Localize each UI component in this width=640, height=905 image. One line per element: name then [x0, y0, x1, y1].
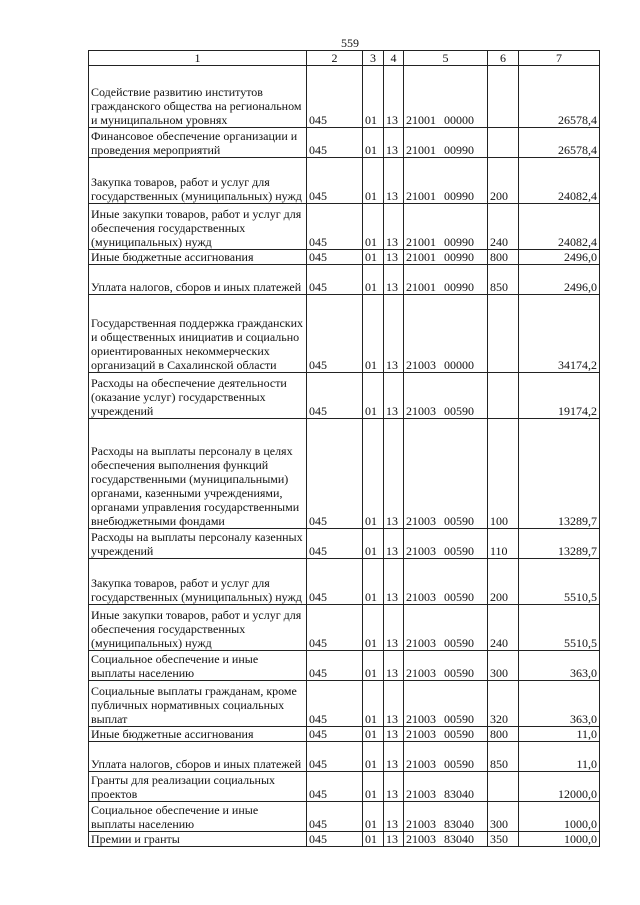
- row-ministry-code: 045: [307, 742, 363, 772]
- row-expense-type-code: 200: [488, 559, 519, 605]
- row-program-code: 21003: [406, 712, 436, 726]
- row-name: Социальное обеспечение и иные выплаты населению: [89, 651, 307, 681]
- row-target-article: [404, 605, 488, 651]
- row-expense-type-code: 240: [488, 605, 519, 651]
- row-name: Содействие развитию институтов гражданского общества на региональном и муниципальном уровнях: [89, 66, 307, 128]
- row-direction-code: 00000: [444, 358, 474, 372]
- row-subsection-code: 13: [384, 832, 404, 847]
- row-expense-type-code: 300: [488, 802, 519, 832]
- row-ministry-code: 045: [307, 605, 363, 651]
- row-name: Иные бюджетные ассигнования: [89, 250, 307, 265]
- row-target-article: [404, 295, 488, 373]
- row-program-code: 21003: [406, 544, 436, 558]
- row-section-code: 01: [363, 681, 384, 727]
- row-direction-code: 83040: [444, 817, 474, 831]
- row-program-code: 21003: [406, 358, 436, 372]
- row-target-article: [404, 204, 488, 250]
- column-header-subsection: 4: [384, 51, 404, 66]
- row-program-code: 21003: [406, 636, 436, 650]
- row-program-code: 21001: [406, 280, 436, 294]
- row-ministry-code: 045: [307, 66, 363, 128]
- row-section-code: 01: [363, 802, 384, 832]
- row-ministry-code: 045: [307, 772, 363, 802]
- row-amount: 2496,0: [519, 250, 600, 265]
- row-amount: 11,0: [519, 742, 600, 772]
- row-subsection-code: 13: [384, 66, 404, 128]
- row-ministry-code: 045: [307, 250, 363, 265]
- table-row: [89, 651, 600, 681]
- row-name: Закупка товаров, работ и услуг для государственных (муниципальных) нужд: [89, 559, 307, 605]
- table-row: [89, 742, 600, 772]
- row-program-code: 21003: [406, 666, 436, 680]
- row-amount: 34174,2: [519, 295, 600, 373]
- row-subsection-code: 13: [384, 158, 404, 204]
- table-row: [89, 250, 600, 265]
- table-row: [89, 158, 600, 204]
- row-name: Государственная поддержка гражданских и общественных инициатив и социально ориентированных некоммерческих организаций в Сахалинской области: [89, 295, 307, 373]
- row-direction-code: 00590: [444, 636, 474, 650]
- table-row: [89, 66, 600, 128]
- row-section-code: 01: [363, 265, 384, 295]
- row-expense-type-code: 100: [488, 419, 519, 529]
- table-row: [89, 295, 600, 373]
- row-program-code: 21001: [406, 250, 436, 264]
- row-program-code: 21003: [406, 832, 436, 846]
- row-expense-type-code: 320: [488, 681, 519, 727]
- page-number: 559: [341, 36, 359, 50]
- row-ministry-code: 045: [307, 204, 363, 250]
- row-subsection-code: 13: [384, 681, 404, 727]
- row-program-code: 21003: [406, 787, 436, 801]
- row-section-code: 01: [363, 419, 384, 529]
- row-program-code: 21003: [406, 590, 436, 604]
- row-ministry-code: 045: [307, 373, 363, 419]
- row-direction-code: 00990: [444, 235, 474, 249]
- row-section-code: 01: [363, 559, 384, 605]
- row-direction-code: 00990: [444, 280, 474, 294]
- row-name: Уплата налогов, сборов и иных платежей: [89, 742, 307, 772]
- row-ministry-code: 045: [307, 265, 363, 295]
- row-expense-type-code: 800: [488, 250, 519, 265]
- row-ministry-code: 045: [307, 559, 363, 605]
- row-amount: 26578,4: [519, 66, 600, 128]
- row-ministry-code: 045: [307, 158, 363, 204]
- row-program-code: 21003: [406, 514, 436, 528]
- row-ministry-code: 045: [307, 419, 363, 529]
- row-section-code: 01: [363, 66, 384, 128]
- row-ministry-code: 045: [307, 802, 363, 832]
- row-direction-code: 00990: [444, 189, 474, 203]
- row-amount: 1000,0: [519, 802, 600, 832]
- row-ministry-code: 045: [307, 128, 363, 158]
- row-name: Иные закупки товаров, работ и услуг для обеспечения государственных (муниципальных) нужд: [89, 204, 307, 250]
- row-target-article: [404, 651, 488, 681]
- row-program-code: 21003: [406, 817, 436, 831]
- budget-table: [88, 50, 600, 847]
- row-section-code: 01: [363, 529, 384, 559]
- row-expense-type-code: 850: [488, 265, 519, 295]
- row-ministry-code: 045: [307, 832, 363, 847]
- row-subsection-code: 13: [384, 529, 404, 559]
- row-expense-type-code: [488, 772, 519, 802]
- column-header-section: 3: [363, 51, 384, 66]
- table-row: [89, 419, 600, 529]
- header-row: [89, 51, 600, 66]
- row-target-article: [404, 373, 488, 419]
- row-expense-type-code: 350: [488, 832, 519, 847]
- row-subsection-code: 13: [384, 204, 404, 250]
- row-name: Закупка товаров, работ и услуг для государственных (муниципальных) нужд: [89, 158, 307, 204]
- row-section-code: 01: [363, 727, 384, 742]
- row-program-code: 21003: [406, 404, 436, 418]
- row-expense-type-code: 240: [488, 204, 519, 250]
- row-amount: 5510,5: [519, 605, 600, 651]
- row-section-code: 01: [363, 373, 384, 419]
- row-expense-type-code: [488, 66, 519, 128]
- row-ministry-code: 045: [307, 651, 363, 681]
- table-row: [89, 373, 600, 419]
- row-target-article: [404, 742, 488, 772]
- row-expense-type-code: 850: [488, 742, 519, 772]
- row-amount: 26578,4: [519, 128, 600, 158]
- row-ministry-code: 045: [307, 681, 363, 727]
- row-target-article: [404, 66, 488, 128]
- row-subsection-code: 13: [384, 742, 404, 772]
- row-direction-code: 00590: [444, 404, 474, 418]
- column-header-target-article: 5: [404, 51, 488, 66]
- table-row: [89, 265, 600, 295]
- row-subsection-code: 13: [384, 419, 404, 529]
- row-subsection-code: 13: [384, 250, 404, 265]
- row-direction-code: 00590: [444, 666, 474, 680]
- row-direction-code: 00990: [444, 143, 474, 157]
- row-amount: 24082,4: [519, 158, 600, 204]
- row-amount: 363,0: [519, 651, 600, 681]
- row-direction-code: 00590: [444, 590, 474, 604]
- row-section-code: 01: [363, 250, 384, 265]
- row-direction-code: 00990: [444, 250, 474, 264]
- row-amount: 2496,0: [519, 265, 600, 295]
- row-amount: 11,0: [519, 727, 600, 742]
- row-program-code: 21003: [406, 727, 436, 741]
- row-target-article: [404, 802, 488, 832]
- row-section-code: 01: [363, 742, 384, 772]
- row-amount: 363,0: [519, 681, 600, 727]
- row-section-code: 01: [363, 605, 384, 651]
- row-direction-code: 83040: [444, 787, 474, 801]
- row-direction-code: 00590: [444, 544, 474, 558]
- row-amount: 5510,5: [519, 559, 600, 605]
- row-name: Социальные выплаты гражданам, кроме публичных нормативных социальных выплат: [89, 681, 307, 727]
- row-name: Уплата налогов, сборов и иных платежей: [89, 265, 307, 295]
- row-name: Иные бюджетные ассигнования: [89, 727, 307, 742]
- row-target-article: [404, 419, 488, 529]
- row-target-article: [404, 265, 488, 295]
- row-section-code: 01: [363, 204, 384, 250]
- row-name: Финансовое обеспечение организации и проведения мероприятий: [89, 128, 307, 158]
- row-subsection-code: 13: [384, 727, 404, 742]
- row-expense-type-code: [488, 128, 519, 158]
- row-target-article: [404, 250, 488, 265]
- row-subsection-code: 13: [384, 605, 404, 651]
- row-target-article: [404, 158, 488, 204]
- row-ministry-code: 045: [307, 529, 363, 559]
- row-expense-type-code: [488, 373, 519, 419]
- table-row: [89, 529, 600, 559]
- row-expense-type-code: [488, 295, 519, 373]
- row-direction-code: 00590: [444, 757, 474, 771]
- row-name: Расходы на обеспечение деятельности (оказание услуг) государственных учреждений: [89, 373, 307, 419]
- row-target-article: [404, 559, 488, 605]
- row-subsection-code: 13: [384, 559, 404, 605]
- row-target-article: [404, 772, 488, 802]
- row-subsection-code: 13: [384, 373, 404, 419]
- row-program-code: 21003: [406, 757, 436, 771]
- table-row: [89, 802, 600, 832]
- column-header-amount: 7: [519, 51, 600, 66]
- table-row: [89, 204, 600, 250]
- row-subsection-code: 13: [384, 295, 404, 373]
- row-section-code: 01: [363, 772, 384, 802]
- row-name: Гранты для реализации социальных проектов: [89, 772, 307, 802]
- table-row: [89, 559, 600, 605]
- row-expense-type-code: 200: [488, 158, 519, 204]
- row-name: Премии и гранты: [89, 832, 307, 847]
- row-direction-code: 83040: [444, 832, 474, 846]
- table-row: [89, 832, 600, 847]
- row-ministry-code: 045: [307, 295, 363, 373]
- row-name: Расходы на выплаты персоналу казенных учреждений: [89, 529, 307, 559]
- row-section-code: 01: [363, 295, 384, 373]
- row-program-code: 21001: [406, 189, 436, 203]
- row-section-code: 01: [363, 158, 384, 204]
- row-direction-code: 00590: [444, 727, 474, 741]
- column-header-ministry: 2: [307, 51, 363, 66]
- table-row: [89, 727, 600, 742]
- row-amount: 24082,4: [519, 204, 600, 250]
- row-target-article: [404, 832, 488, 847]
- row-program-code: 21001: [406, 235, 436, 249]
- row-subsection-code: 13: [384, 265, 404, 295]
- row-section-code: 01: [363, 651, 384, 681]
- table-row: [89, 681, 600, 727]
- row-target-article: [404, 529, 488, 559]
- table-row: [89, 605, 600, 651]
- row-amount: 13289,7: [519, 529, 600, 559]
- row-amount: 13289,7: [519, 419, 600, 529]
- row-section-code: 01: [363, 128, 384, 158]
- row-amount: 1000,0: [519, 832, 600, 847]
- row-direction-code: 00590: [444, 712, 474, 726]
- row-name: Расходы на выплаты персоналу в целях обеспечения выполнения функций государственными (муниципальными) органами, казенными учреждениями, органами управления государственными внебюджетными фондами: [89, 419, 307, 529]
- row-expense-type-code: 300: [488, 651, 519, 681]
- row-subsection-code: 13: [384, 651, 404, 681]
- table-row: [89, 772, 600, 802]
- row-expense-type-code: 800: [488, 727, 519, 742]
- column-header-expense-type: 6: [488, 51, 519, 66]
- row-amount: 12000,0: [519, 772, 600, 802]
- row-name: Иные закупки товаров, работ и услуг для обеспечения государственных (муниципальных) нужд: [89, 605, 307, 651]
- row-target-article: [404, 681, 488, 727]
- row-direction-code: 00590: [444, 514, 474, 528]
- column-header-name: 1: [89, 51, 307, 66]
- row-expense-type-code: 110: [488, 529, 519, 559]
- row-subsection-code: 13: [384, 802, 404, 832]
- row-ministry-code: 045: [307, 727, 363, 742]
- row-subsection-code: 13: [384, 128, 404, 158]
- row-direction-code: 00000: [444, 113, 474, 127]
- row-name: Социальное обеспечение и иные выплаты населению: [89, 802, 307, 832]
- row-program-code: 21001: [406, 143, 436, 157]
- row-program-code: 21001: [406, 113, 436, 127]
- row-target-article: [404, 128, 488, 158]
- row-amount: 19174,2: [519, 373, 600, 419]
- row-section-code: 01: [363, 832, 384, 847]
- row-target-article: [404, 727, 488, 742]
- table-row: [89, 128, 600, 158]
- row-subsection-code: 13: [384, 772, 404, 802]
